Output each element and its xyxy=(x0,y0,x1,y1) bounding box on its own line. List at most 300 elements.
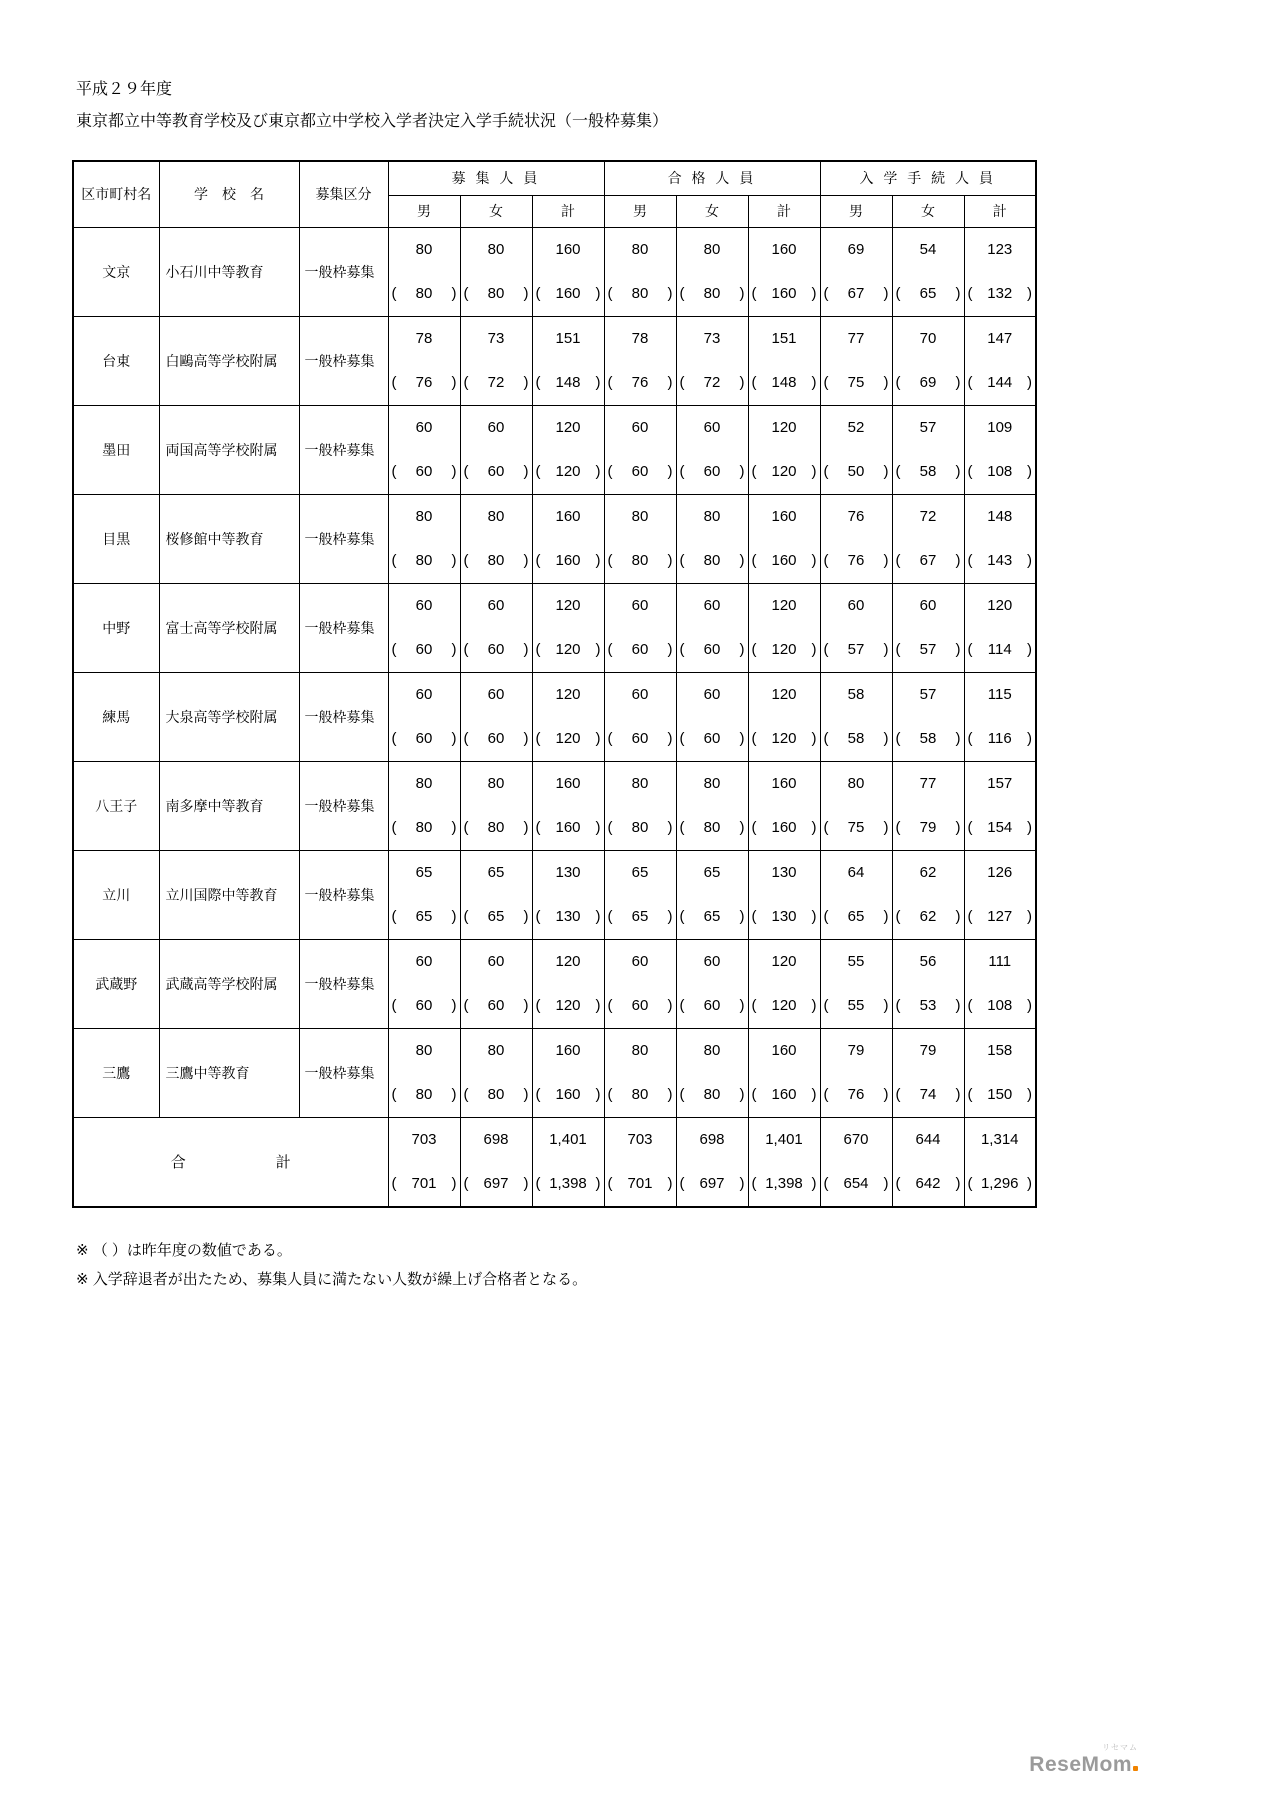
previous-year-value: ( 76 ) xyxy=(391,374,457,391)
value-cell xyxy=(532,850,604,939)
current-year-value: 55 xyxy=(847,953,865,970)
current-year-value: 65 xyxy=(487,864,505,881)
current-year-value: 56 xyxy=(919,953,937,970)
previous-year-value: ( 1,296 ) xyxy=(967,1175,1032,1192)
paren-open: ( xyxy=(391,819,397,836)
value-cell xyxy=(820,939,892,1028)
current-year-value: 80 xyxy=(847,775,865,792)
previous-year-value: ( 143 ) xyxy=(967,552,1032,569)
current-year-value: 76 xyxy=(847,508,865,525)
header-category: 募集区分 xyxy=(299,161,388,227)
value-cell xyxy=(748,405,820,494)
previous-year-value: ( 75 ) xyxy=(823,819,889,836)
current-year-value: 151 xyxy=(555,330,581,347)
previous-year-value: ( 58 ) xyxy=(895,463,961,480)
paren-open: ( xyxy=(967,908,973,925)
current-year-value: 130 xyxy=(555,864,581,881)
value-cell xyxy=(388,939,460,1028)
paren-open: ( xyxy=(967,1175,973,1192)
previous-year-value: ( 120 ) xyxy=(535,997,601,1014)
previous-year-value: ( 80 ) xyxy=(391,819,457,836)
value-cell xyxy=(676,227,748,316)
school-cell: 小石川中等教育 xyxy=(159,227,299,316)
current-year-value: 60 xyxy=(487,953,505,970)
school-row xyxy=(73,227,1036,316)
paren-open: ( xyxy=(463,908,469,925)
value-cell xyxy=(676,583,748,672)
previous-year-value: ( 60 ) xyxy=(391,997,457,1014)
category-cell: 一般枠募集 xyxy=(299,227,388,316)
table-body xyxy=(73,227,1036,1207)
header-school: 学 校 名 xyxy=(159,161,299,227)
current-year-value: 60 xyxy=(847,597,865,614)
paren-open: ( xyxy=(823,374,829,391)
previous-year-value: ( 120 ) xyxy=(751,641,817,658)
paren-open: ( xyxy=(823,908,829,925)
header-male: 男 xyxy=(388,195,460,227)
category-cell: 一般枠募集 xyxy=(299,939,388,1028)
paren-close: ) xyxy=(811,374,817,391)
paren-open: ( xyxy=(823,997,829,1014)
current-year-value: 120 xyxy=(555,686,581,703)
current-year-value: 54 xyxy=(919,241,937,258)
paren-close: ) xyxy=(955,463,961,480)
paren-open: ( xyxy=(967,285,973,302)
current-year-value: 60 xyxy=(415,686,433,703)
previous-year-value: ( 76 ) xyxy=(823,552,889,569)
paren-open: ( xyxy=(391,552,397,569)
current-year-value: 80 xyxy=(703,775,721,792)
value-cell xyxy=(532,583,604,672)
current-year-value: 72 xyxy=(919,508,937,525)
previous-year-value: ( 80 ) xyxy=(463,819,529,836)
value-cell xyxy=(532,939,604,1028)
value-cell xyxy=(460,583,532,672)
paren-close: ) xyxy=(955,730,961,747)
paren-close: ) xyxy=(451,552,457,569)
category-cell: 一般枠募集 xyxy=(299,405,388,494)
paren-close: ) xyxy=(667,908,673,925)
paren-close: ) xyxy=(523,1175,529,1192)
previous-year-value: ( 60 ) xyxy=(463,463,529,480)
value-cell xyxy=(964,316,1036,405)
previous-year-value: ( 76 ) xyxy=(823,1086,889,1103)
value-cell xyxy=(748,494,820,583)
value-cell xyxy=(604,405,676,494)
paren-close: ) xyxy=(883,730,889,747)
value-cell xyxy=(676,1117,748,1207)
current-year-value: 60 xyxy=(415,419,433,436)
current-year-value: 80 xyxy=(703,508,721,525)
paren-open: ( xyxy=(967,997,973,1014)
paren-close: ) xyxy=(883,285,889,302)
paren-open: ( xyxy=(607,285,613,302)
footnote-2: ※ 入学辞退者が出たため、募集人員に満たない人数が繰上げ合格者となる。 xyxy=(76,1271,588,1288)
previous-year-value: ( 120 ) xyxy=(535,730,601,747)
current-year-value: 65 xyxy=(703,864,721,881)
value-cell xyxy=(388,850,460,939)
paren-close: ) xyxy=(955,552,961,569)
value-cell xyxy=(460,850,532,939)
paren-open: ( xyxy=(895,1175,901,1192)
current-year-value: 60 xyxy=(415,597,433,614)
paren-open: ( xyxy=(967,463,973,480)
previous-year-value: ( 72 ) xyxy=(463,374,529,391)
paren-open: ( xyxy=(895,997,901,1014)
school-row xyxy=(73,672,1036,761)
value-cell xyxy=(748,1117,820,1207)
paren-open: ( xyxy=(535,285,541,302)
paren-open: ( xyxy=(823,819,829,836)
current-year-value: 73 xyxy=(487,330,505,347)
title-year: 平成２９年度 xyxy=(76,81,173,98)
paren-open: ( xyxy=(463,285,469,302)
paren-open: ( xyxy=(751,1086,757,1103)
previous-year-value: ( 74 ) xyxy=(895,1086,961,1103)
previous-year-value: ( 72 ) xyxy=(679,374,745,391)
school-cell: 白鷗高等学校附属 xyxy=(159,316,299,405)
current-year-value: 60 xyxy=(631,419,649,436)
header-row-groups xyxy=(73,161,1036,195)
total-label-cell: 合 計 xyxy=(73,1117,388,1207)
paren-close: ) xyxy=(883,1086,889,1103)
paren-open: ( xyxy=(751,552,757,569)
paren-close: ) xyxy=(451,285,457,302)
current-year-value: 80 xyxy=(631,775,649,792)
paren-open: ( xyxy=(895,641,901,658)
paren-open: ( xyxy=(679,285,685,302)
current-year-value: 670 xyxy=(843,1131,869,1148)
previous-year-value: ( 697 ) xyxy=(463,1175,529,1192)
paren-close: ) xyxy=(667,285,673,302)
current-year-value: 60 xyxy=(631,597,649,614)
paren-close: ) xyxy=(451,819,457,836)
paren-close: ) xyxy=(883,1175,889,1192)
value-cell xyxy=(532,1028,604,1117)
header-total: 計 xyxy=(964,195,1036,227)
paren-close: ) xyxy=(595,1086,601,1103)
current-year-value: 120 xyxy=(555,419,581,436)
current-year-value: 115 xyxy=(987,686,1012,703)
paren-close: ) xyxy=(739,730,745,747)
value-cell xyxy=(892,850,964,939)
value-cell xyxy=(604,227,676,316)
paren-close: ) xyxy=(595,641,601,658)
current-year-value: 70 xyxy=(919,330,937,347)
district-cell: 立川 xyxy=(73,850,159,939)
district-cell: 三鷹 xyxy=(73,1028,159,1117)
title-main: 東京都立中等教育学校及び東京都立中学校入学者決定入学手続状況（一般枠募集） xyxy=(76,113,669,130)
previous-year-value: ( 144 ) xyxy=(967,374,1032,391)
header-district: 区市町村名 xyxy=(73,161,159,227)
paren-open: ( xyxy=(391,730,397,747)
paren-open: ( xyxy=(751,374,757,391)
paren-open: ( xyxy=(679,819,685,836)
value-cell xyxy=(532,1117,604,1207)
paren-close: ) xyxy=(667,463,673,480)
paren-open: ( xyxy=(607,908,613,925)
value-cell xyxy=(964,939,1036,1028)
paren-open: ( xyxy=(391,285,397,302)
current-year-value: 160 xyxy=(771,775,797,792)
previous-year-value: ( 80 ) xyxy=(607,285,673,302)
paren-open: ( xyxy=(751,285,757,302)
paren-open: ( xyxy=(679,1175,685,1192)
current-year-value: 1,401 xyxy=(549,1131,587,1148)
footnote-1: ※ （ ）は昨年度の数値である。 xyxy=(76,1242,292,1259)
school-row xyxy=(73,939,1036,1028)
previous-year-value: ( 80 ) xyxy=(463,552,529,569)
district-cell: 武蔵野 xyxy=(73,939,159,1028)
current-year-value: 77 xyxy=(847,330,865,347)
current-year-value: 57 xyxy=(919,686,937,703)
previous-year-value: ( 160 ) xyxy=(535,552,601,569)
paren-close: ) xyxy=(811,730,817,747)
paren-close: ) xyxy=(811,285,817,302)
district-cell: 文京 xyxy=(73,227,159,316)
value-cell xyxy=(892,316,964,405)
paren-close: ) xyxy=(595,997,601,1014)
current-year-value: 109 xyxy=(987,419,1013,436)
value-cell xyxy=(892,583,964,672)
value-cell xyxy=(388,405,460,494)
paren-close: ) xyxy=(451,1175,457,1192)
current-year-value: 80 xyxy=(631,1042,649,1059)
current-year-value: 1,314 xyxy=(980,1131,1019,1148)
value-cell xyxy=(820,850,892,939)
previous-year-value: ( 65 ) xyxy=(895,285,961,302)
previous-year-value: ( 65 ) xyxy=(391,908,457,925)
paren-open: ( xyxy=(607,641,613,658)
current-year-value: 120 xyxy=(555,597,581,614)
previous-year-value: ( 60 ) xyxy=(463,997,529,1014)
value-cell xyxy=(604,1117,676,1207)
header-male: 男 xyxy=(604,195,676,227)
value-cell xyxy=(532,227,604,316)
paren-close: ) xyxy=(667,997,673,1014)
previous-year-value: ( 53 ) xyxy=(895,997,961,1014)
paren-close: ) xyxy=(523,997,529,1014)
paren-close: ) xyxy=(523,908,529,925)
paren-close: ) xyxy=(1027,552,1032,569)
previous-year-value: ( 76 ) xyxy=(607,374,673,391)
paren-close: ) xyxy=(883,374,889,391)
header-male: 男 xyxy=(820,195,892,227)
previous-year-value: ( 80 ) xyxy=(607,552,673,569)
footnotes xyxy=(76,1236,587,1294)
previous-year-value: ( 160 ) xyxy=(535,1086,601,1103)
paren-close: ) xyxy=(451,641,457,658)
paren-close: ) xyxy=(523,641,529,658)
paren-open: ( xyxy=(751,819,757,836)
paren-open: ( xyxy=(895,285,901,302)
value-cell xyxy=(388,672,460,761)
paren-open: ( xyxy=(607,730,613,747)
value-cell xyxy=(748,227,820,316)
category-cell: 一般枠募集 xyxy=(299,761,388,850)
value-cell xyxy=(892,1028,964,1117)
school-cell: 三鷹中等教育 xyxy=(159,1028,299,1117)
value-cell xyxy=(820,405,892,494)
paren-open: ( xyxy=(535,641,541,658)
paren-open: ( xyxy=(751,730,757,747)
previous-year-value: ( 160 ) xyxy=(751,1086,817,1103)
paren-close: ) xyxy=(451,997,457,1014)
header-group-enrolled: 入 学 手 続 人 員 xyxy=(820,161,1036,195)
current-year-value: 80 xyxy=(631,508,649,525)
paren-open: ( xyxy=(607,1086,613,1103)
value-cell xyxy=(676,405,748,494)
current-year-value: 65 xyxy=(631,864,649,881)
current-year-value: 703 xyxy=(411,1131,437,1148)
previous-year-value: ( 58 ) xyxy=(823,730,889,747)
current-year-value: 1,401 xyxy=(765,1131,803,1148)
current-year-value: 69 xyxy=(847,241,865,258)
current-year-value: 160 xyxy=(771,508,797,525)
paren-open: ( xyxy=(679,463,685,480)
current-year-value: 60 xyxy=(487,686,505,703)
paren-close: ) xyxy=(883,552,889,569)
header-group-recruitment: 募 集 人 員 xyxy=(388,161,604,195)
value-cell xyxy=(820,761,892,850)
paren-close: ) xyxy=(811,552,817,569)
previous-year-value: ( 80 ) xyxy=(391,1086,457,1103)
previous-year-value: ( 50 ) xyxy=(823,463,889,480)
paren-open: ( xyxy=(751,1175,757,1192)
current-year-value: 160 xyxy=(555,1042,581,1059)
current-year-value: 160 xyxy=(555,775,581,792)
value-cell xyxy=(748,850,820,939)
current-year-value: 60 xyxy=(919,597,937,614)
paren-open: ( xyxy=(391,1086,397,1103)
current-year-value: 80 xyxy=(487,1042,505,1059)
previous-year-value: ( 116 ) xyxy=(967,730,1032,747)
value-cell xyxy=(964,761,1036,850)
paren-close: ) xyxy=(595,908,601,925)
previous-year-value: ( 65 ) xyxy=(823,908,889,925)
paren-close: ) xyxy=(955,641,961,658)
value-cell xyxy=(676,850,748,939)
school-row xyxy=(73,494,1036,583)
school-cell: 武蔵高等学校附属 xyxy=(159,939,299,1028)
previous-year-value: ( 79 ) xyxy=(895,819,961,836)
paren-open: ( xyxy=(607,552,613,569)
paren-close: ) xyxy=(811,819,817,836)
paren-close: ) xyxy=(955,1086,961,1103)
paren-close: ) xyxy=(955,1175,961,1192)
previous-year-value: ( 69 ) xyxy=(895,374,961,391)
current-year-value: 80 xyxy=(415,241,433,258)
paren-open: ( xyxy=(607,374,613,391)
paren-open: ( xyxy=(535,1175,541,1192)
paren-close: ) xyxy=(811,908,817,925)
previous-year-value: ( 60 ) xyxy=(607,997,673,1014)
current-year-value: 160 xyxy=(555,508,581,525)
paren-close: ) xyxy=(523,1086,529,1103)
paren-open: ( xyxy=(463,374,469,391)
total-row xyxy=(73,1117,1036,1207)
previous-year-value: ( 120 ) xyxy=(535,463,601,480)
paren-close: ) xyxy=(1027,374,1032,391)
current-year-value: 60 xyxy=(415,953,433,970)
paren-open: ( xyxy=(463,463,469,480)
paren-open: ( xyxy=(751,908,757,925)
category-cell: 一般枠募集 xyxy=(299,1028,388,1117)
paren-open: ( xyxy=(895,552,901,569)
previous-year-value: ( 60 ) xyxy=(391,730,457,747)
paren-open: ( xyxy=(751,463,757,480)
value-cell xyxy=(964,1117,1036,1207)
current-year-value: 60 xyxy=(703,686,721,703)
previous-year-value: ( 114 ) xyxy=(967,641,1032,658)
paren-open: ( xyxy=(463,641,469,658)
paren-close: ) xyxy=(1027,908,1032,925)
previous-year-value: ( 80 ) xyxy=(679,819,745,836)
value-cell xyxy=(388,761,460,850)
current-year-value: 80 xyxy=(631,241,649,258)
previous-year-value: ( 57 ) xyxy=(823,641,889,658)
value-cell xyxy=(820,672,892,761)
previous-year-value: ( 75 ) xyxy=(823,374,889,391)
previous-year-value: ( 160 ) xyxy=(535,285,601,302)
previous-year-value: ( 65 ) xyxy=(463,908,529,925)
value-cell xyxy=(748,1028,820,1117)
value-cell xyxy=(964,672,1036,761)
current-year-value: 57 xyxy=(919,419,937,436)
current-year-value: 111 xyxy=(988,953,1012,970)
value-cell xyxy=(676,761,748,850)
current-year-value: 60 xyxy=(703,953,721,970)
value-cell xyxy=(820,1117,892,1207)
value-cell xyxy=(460,316,532,405)
paren-open: ( xyxy=(463,730,469,747)
paren-close: ) xyxy=(667,552,673,569)
value-cell xyxy=(388,494,460,583)
paren-close: ) xyxy=(667,730,673,747)
value-cell xyxy=(532,761,604,850)
school-row xyxy=(73,583,1036,672)
current-year-value: 80 xyxy=(703,241,721,258)
header-group-accepted: 合 格 人 員 xyxy=(604,161,820,195)
previous-year-value: ( 654 ) xyxy=(823,1175,889,1192)
paren-close: ) xyxy=(1027,819,1032,836)
previous-year-value: ( 120 ) xyxy=(535,641,601,658)
header-female: 女 xyxy=(676,195,748,227)
value-cell xyxy=(892,405,964,494)
paren-close: ) xyxy=(1027,285,1032,302)
paren-close: ) xyxy=(595,730,601,747)
value-cell xyxy=(964,405,1036,494)
paren-close: ) xyxy=(523,374,529,391)
value-cell xyxy=(532,316,604,405)
current-year-value: 126 xyxy=(987,864,1013,881)
paren-open: ( xyxy=(679,374,685,391)
paren-open: ( xyxy=(607,1175,613,1192)
paren-close: ) xyxy=(883,997,889,1014)
previous-year-value: ( 701 ) xyxy=(391,1175,457,1192)
previous-year-value: ( 701 ) xyxy=(607,1175,673,1192)
previous-year-value: ( 60 ) xyxy=(607,463,673,480)
value-cell xyxy=(892,761,964,850)
current-year-value: 64 xyxy=(847,864,865,881)
paren-open: ( xyxy=(607,463,613,480)
previous-year-value: ( 120 ) xyxy=(751,463,817,480)
paren-close: ) xyxy=(739,641,745,658)
paren-close: ) xyxy=(523,552,529,569)
paren-open: ( xyxy=(823,1086,829,1103)
paren-open: ( xyxy=(463,1086,469,1103)
value-cell xyxy=(388,583,460,672)
